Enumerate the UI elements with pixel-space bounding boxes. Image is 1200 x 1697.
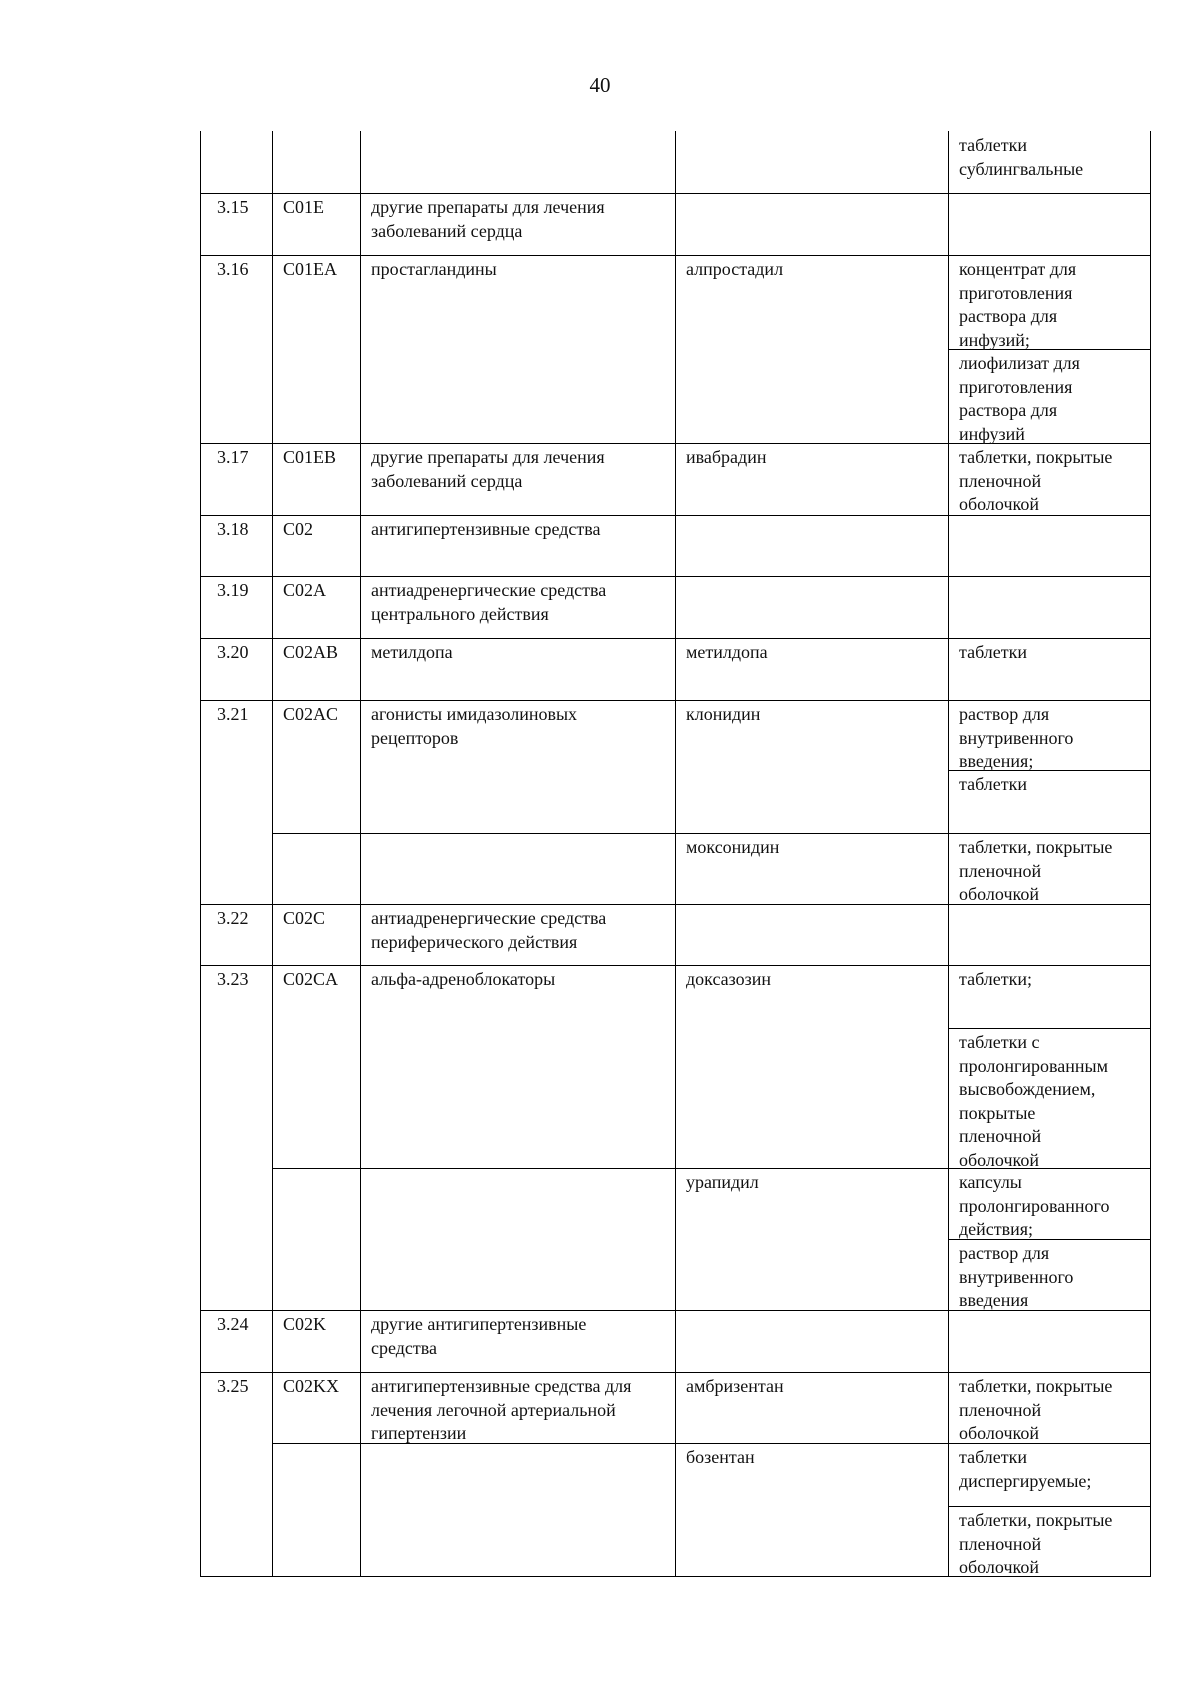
- dosage-form-line: приготовления: [959, 376, 1073, 397]
- dosage-form-line: внутривенного: [959, 1266, 1074, 1287]
- atc-group-line: другие препараты для лечения: [371, 197, 605, 217]
- dosage-form-line: таблетки: [959, 135, 1028, 155]
- atc-group-line: заболеваний сердца: [371, 470, 523, 491]
- dosage-form-line: инфузий: [959, 423, 1025, 444]
- dosage-form-line: концентрат для: [959, 259, 1077, 279]
- dosage-form-line: таблетки: [959, 1447, 1028, 1467]
- drug-name: клонидин: [686, 704, 761, 724]
- dosage-form-line: пленочной: [959, 470, 1042, 491]
- row-rule: [200, 1372, 1151, 1373]
- atc-code: C02AC: [283, 704, 339, 724]
- dosage-form-line: внутривенного: [959, 727, 1074, 748]
- dosage-form-line: таблетки, покрытые: [959, 837, 1113, 857]
- dosage-form-line: оболочкой: [959, 1149, 1039, 1170]
- atc-code: C02: [283, 519, 314, 539]
- column-rule-5: [1150, 131, 1151, 1576]
- drug-name: урапидил: [686, 1172, 759, 1192]
- row-rule: [200, 638, 1151, 639]
- row-number: 3.24: [217, 1314, 249, 1334]
- dosage-form-line: высвобождением,: [959, 1079, 1096, 1099]
- dosage-form-line: приготовления: [959, 282, 1073, 303]
- row-number: 3.19: [217, 580, 249, 600]
- atc-code: C02AB: [283, 642, 339, 662]
- row-number: 3.15: [217, 197, 249, 217]
- atc-group-line: антигипертензивные средства: [371, 519, 601, 539]
- dosage-form-line: оболочкой: [959, 884, 1039, 904]
- atc-code: C01E: [283, 197, 325, 217]
- atc-group-line: лечения легочной артериальной: [371, 1399, 616, 1420]
- row-rule: [272, 833, 1151, 834]
- row-number: 3.17: [217, 447, 249, 467]
- atc-group-line: гипертензии: [371, 1423, 467, 1443]
- dosage-form-line: таблетки: [959, 774, 1028, 794]
- column-rule-2: [360, 131, 361, 1576]
- atc-group-line: заболеваний сердца: [371, 220, 523, 241]
- atc-code: C02K: [283, 1314, 327, 1334]
- dosage-form-line: инфузий;: [959, 329, 1030, 350]
- row-rule: [200, 576, 1151, 577]
- row-number: 3.25: [217, 1376, 249, 1396]
- drug-name: алпростадил: [686, 259, 784, 279]
- dosage-form-line: таблетки: [959, 642, 1028, 662]
- atc-group-line: альфа-адреноблокаторы: [371, 969, 556, 989]
- dosage-form-line: оболочкой: [959, 494, 1039, 514]
- drug-name: ивабрадин: [686, 447, 767, 467]
- atc-code: C02A: [283, 580, 327, 600]
- dosage-form-line: раствор для: [959, 1243, 1050, 1263]
- dosage-form-line: действия;: [959, 1219, 1034, 1239]
- dosage-form-line: покрытые: [959, 1102, 1036, 1123]
- drug-name: амбризентан: [686, 1376, 784, 1396]
- drug-name: доксазозин: [686, 969, 772, 989]
- dosage-form-line: пролонгированным: [959, 1055, 1109, 1076]
- dosage-form-line: таблетки;: [959, 969, 1033, 989]
- atc-group-line: антиадренергические средства: [371, 580, 607, 600]
- drug-name: бозентан: [686, 1447, 755, 1467]
- row-rule: [200, 255, 1151, 256]
- dosage-form-line: пленочной: [959, 1533, 1042, 1554]
- atc-code: C02C: [283, 908, 326, 928]
- dosage-form-line: капсулы: [959, 1172, 1022, 1192]
- dosage-form-line: оболочкой: [959, 1423, 1039, 1443]
- atc-group-line: рецепторов: [371, 727, 459, 748]
- drug-name: метилдопа: [686, 642, 768, 662]
- dosage-form-line: введения: [959, 1290, 1029, 1310]
- atc-group-line: агонисты имидазолиновых: [371, 704, 578, 724]
- atc-group-line: другие препараты для лечения: [371, 447, 605, 467]
- atc-code: C01EB: [283, 447, 337, 467]
- column-rule-4: [948, 131, 949, 1576]
- dosage-form-line: раствор для: [959, 704, 1050, 724]
- row-rule: [200, 193, 1151, 194]
- row-number: 3.18: [217, 519, 249, 539]
- dosage-form-line: таблетки, покрытые: [959, 1376, 1113, 1396]
- atc-group-line: метилдопа: [371, 642, 453, 662]
- atc-code: C01EA: [283, 259, 337, 279]
- dosage-form-line: раствора для: [959, 306, 1058, 326]
- row-number: 3.21: [217, 704, 249, 724]
- atc-group-line: антиадренергические средства: [371, 908, 607, 928]
- dosage-form-line: сублингвальные: [959, 158, 1084, 179]
- atc-code: C02KX: [283, 1376, 340, 1396]
- dosage-form-line: пленочной: [959, 860, 1042, 881]
- atc-group-line: простагландины: [371, 259, 497, 279]
- atc-group-line: средства: [371, 1337, 438, 1358]
- row-number: 3.16: [217, 259, 249, 279]
- dosage-form-line: пролонгированного: [959, 1195, 1110, 1216]
- atc-group-line: центрального действия: [371, 603, 549, 624]
- dosage-form-line: пленочной: [959, 1126, 1042, 1146]
- dosage-form-line: таблетки, покрытые: [959, 1510, 1113, 1530]
- dosage-form-line: пленочной: [959, 1399, 1042, 1420]
- row-rule: [200, 700, 1151, 701]
- form-subrule: [948, 1506, 1151, 1507]
- column-rule-3: [675, 131, 676, 1576]
- dosage-form-line: введения;: [959, 751, 1034, 771]
- atc-code: C02CA: [283, 969, 339, 989]
- column-rule-1: [272, 131, 273, 1576]
- dosage-form-line: таблетки с: [959, 1032, 1040, 1052]
- atc-group-line: другие антигипертензивные: [371, 1314, 587, 1334]
- row-number: 3.23: [217, 969, 249, 989]
- dosage-form-line: оболочкой: [959, 1557, 1039, 1577]
- atc-group-line: антигипертензивные средства для: [371, 1376, 632, 1396]
- dosage-form-line: лиофилизат для: [959, 353, 1080, 373]
- row-number: 3.22: [217, 908, 249, 928]
- drug-name: моксонидин: [686, 837, 780, 857]
- row-rule: [200, 965, 1151, 966]
- dosage-form-line: таблетки, покрытые: [959, 447, 1113, 467]
- dosage-form-line: раствора для: [959, 400, 1058, 420]
- dosage-form-line: диспергируемые;: [959, 1470, 1092, 1491]
- atc-group-line: периферического действия: [371, 931, 578, 952]
- page-number: 40: [589, 73, 611, 97]
- row-number: 3.20: [217, 642, 249, 662]
- form-subrule: [948, 1028, 1151, 1029]
- column-rule-0: [200, 131, 201, 1576]
